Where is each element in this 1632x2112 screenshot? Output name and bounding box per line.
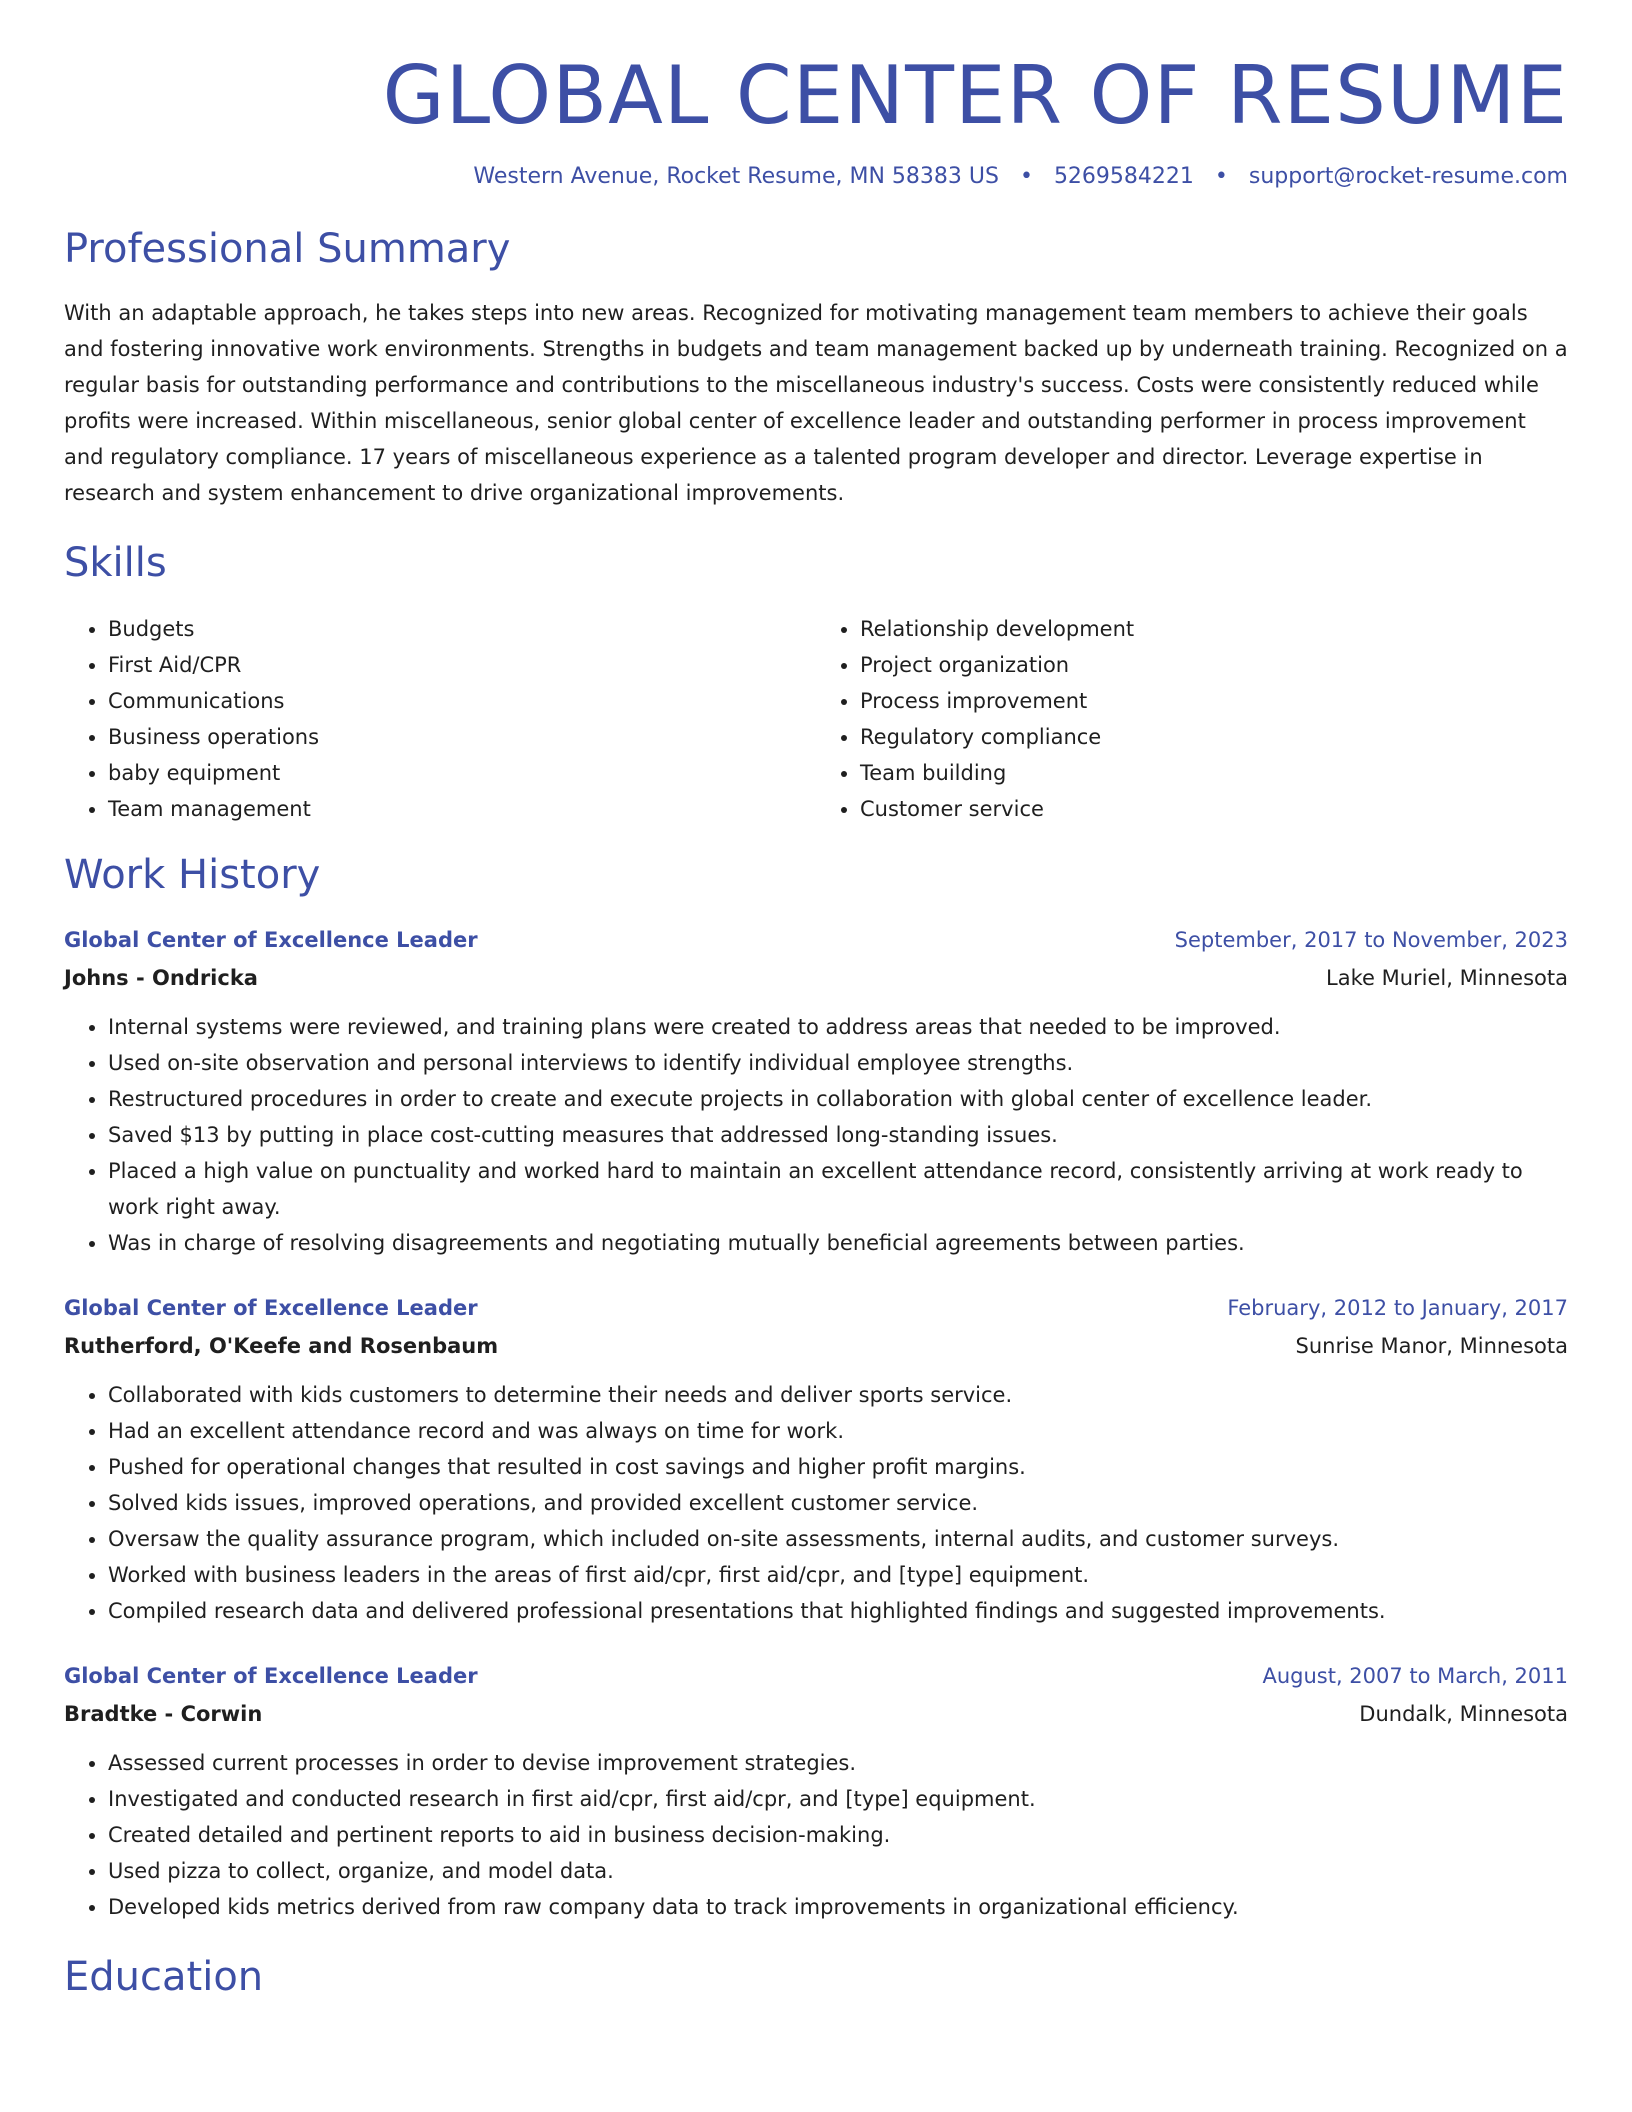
email: support@rocket-resume.com [1248,164,1568,189]
skill-item: • First Aid/CPR [108,647,816,683]
job-header [64,921,1568,959]
phone: 5269584221 [1053,164,1194,189]
job-title: Global Center of Excellence Leader [64,928,478,952]
job-subheader [64,1695,1568,1733]
skill-item: • Team management [108,791,816,827]
job-bullet: • Was in charge of resolving disagreements and negotiating mutually beneficial agreements between parties. [108,1225,1568,1261]
skill-item: • Budgets [108,611,816,647]
section-title-education: Education [64,1954,264,2000]
job-bullet: • Solved kids issues, improved operations, and provided excellent customer service. [108,1485,1568,1521]
job-header [64,1657,1568,1695]
skill-item: • Communications [108,683,816,719]
skill-item: • Team building [860,755,1568,791]
job-location: Lake Muriel, Minnesota [1326,966,1568,990]
skill-item: • Regulatory compliance [860,719,1568,755]
job-bullets [64,1009,1568,1261]
skill-item: • Project organization [860,647,1568,683]
contact-separator: • [1019,164,1033,189]
skill-item: • Business operations [108,719,816,755]
job-bullet: • Had an excellent attendance record and was always on time for work. [108,1413,1568,1449]
summary-text: With an adaptable approach, he takes steps into new areas. Recognized for motivating management team members to achieve their goals and fostering innovative work environments. Strengths in budgets and team management backed up by underneath training. Recognized on a regular basis for outstanding performance and contributions to the miscellaneous industry's success. Costs were consistently reduced while profits were increased. Within miscellaneous, senior global center of excellence leader and outstanding performer in process improvement and regulatory compliance. 17 years of miscellaneous experience as a talented program developer and director. Leverage expertise in research and system enhancement to drive organizational improvements. [64,301,1568,505]
contact-separator: • [1214,164,1228,189]
job-entry [64,1657,1568,1925]
resume-page [64,0,1568,2001]
job-bullets [64,1745,1568,1925]
section-title-skills: Skills [64,540,167,586]
job-bullets [64,1377,1568,1629]
company-name: Bradtke - Corwin [64,1702,263,1726]
summary-section [64,225,1568,511]
skills-list-right [816,611,1568,827]
skill-item: • baby equipment [108,755,816,791]
job-header [64,1289,1568,1327]
candidate-name: GLOBAL CENTER OF RESUME [382,49,1568,142]
job-bullet: • Saved $13 by putting in place cost-cutting measures that addressed long-standing issues. [108,1117,1568,1153]
skills-list-left [64,611,816,827]
job-bullet: • Restructured procedures in order to create and execute projects in collaboration with global center of excellence leader. [108,1081,1568,1117]
job-bullet: • Internal systems were reviewed, and training plans were created to address areas that needed to be improved. [108,1009,1568,1045]
skills-grid [64,611,1568,827]
job-subheader [64,959,1568,997]
job-bullet: • Worked with business leaders in the areas of first aid/cpr, first aid/cpr, and [type] equipment. [108,1557,1568,1593]
address: Western Avenue, Rocket Resume, MN 58383 US [473,164,999,189]
job-dates: February, 2012 to January, 2017 [1227,1296,1568,1320]
section-title-summary: Professional Summary [64,226,511,272]
contact-line [64,164,1568,189]
job-bullet: • Developed kids metrics derived from raw company data to track improvements in organizational efficiency. [108,1889,1568,1925]
job-bullet: • Created detailed and pertinent reports to aid in business decision-making. [108,1817,1568,1853]
skill-item: • Customer service [860,791,1568,827]
work-history-section [64,851,1568,1925]
job-entry [64,1289,1568,1629]
job-bullet: • Collaborated with kids customers to determine their needs and deliver sports service. [108,1377,1568,1413]
section-title-work-history: Work History [64,852,321,898]
job-subheader [64,1327,1568,1365]
job-title: Global Center of Excellence Leader [64,1664,478,1688]
job-dates: August, 2007 to March, 2011 [1262,1664,1568,1688]
education-section [64,1953,1568,2001]
company-name: Rutherford, O'Keefe and Rosenbaum [64,1334,499,1358]
job-bullet: • Used on-site observation and personal interviews to identify individual employee strengths. [108,1045,1568,1081]
job-entry [64,921,1568,1261]
job-bullet: • Oversaw the quality assurance program, which included on-site assessments, internal audits, and customer surveys. [108,1521,1568,1557]
job-bullet: • Placed a high value on punctuality and worked hard to maintain an excellent attendance record, consistently arriving at work ready to work right away. [108,1153,1568,1225]
job-bullet: • Compiled research data and delivered professional presentations that highlighted findings and suggested improvements. [108,1593,1568,1629]
job-location: Sunrise Manor, Minnesota [1295,1334,1568,1358]
skill-item: • Process improvement [860,683,1568,719]
job-bullet: • Used pizza to collect, organize, and model data. [108,1853,1568,1889]
job-bullet: • Pushed for operational changes that resulted in cost savings and higher profit margins. [108,1449,1568,1485]
job-dates: September, 2017 to November, 2023 [1174,928,1568,952]
job-bullet: • Investigated and conducted research in first aid/cpr, first aid/cpr, and [type] equipment. [108,1781,1568,1817]
job-title: Global Center of Excellence Leader [64,1296,478,1320]
resume-header [64,0,1568,189]
job-location: Dundalk, Minnesota [1359,1702,1568,1726]
job-bullet: • Assessed current processes in order to devise improvement strategies. [108,1745,1568,1781]
skill-item: • Relationship development [860,611,1568,647]
skills-section [64,539,1568,827]
company-name: Johns - Ondricka [64,966,258,990]
